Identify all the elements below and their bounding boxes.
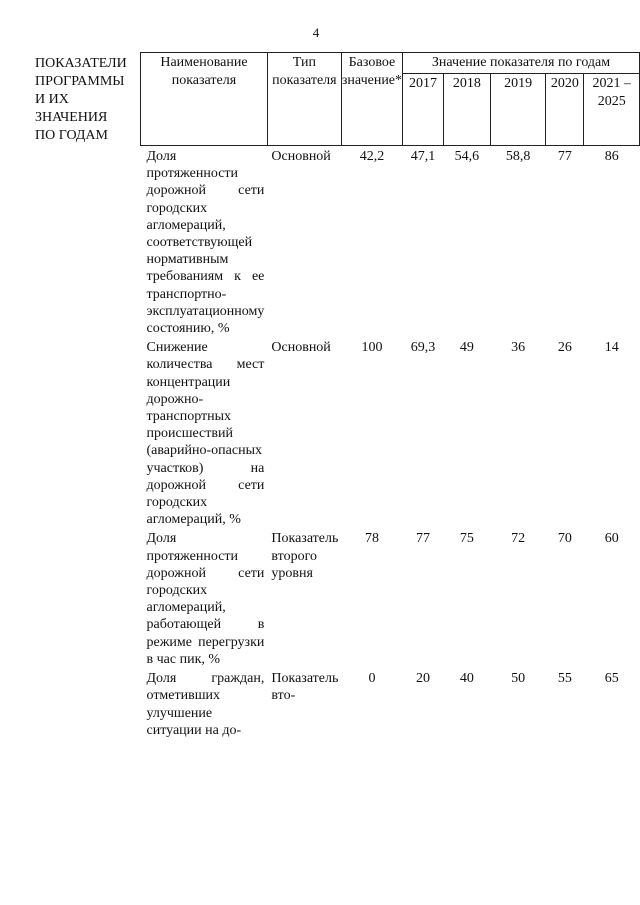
indicator-type: Основной: [271, 340, 331, 356]
header-year: 2020: [546, 74, 584, 146]
header-year: 2018: [444, 74, 491, 146]
year-value: 72: [511, 531, 526, 547]
year-value: 54,6: [454, 149, 480, 164]
year-value: 77: [416, 531, 430, 547]
year-value: 60: [604, 531, 619, 547]
table-row: [141, 337, 640, 528]
year-value: 49: [459, 340, 474, 356]
year-value: 47,1: [410, 149, 436, 164]
indicator-name: Доля граждан, отметивших улучшение ситуации на до-: [146, 671, 265, 738]
base-value: 100: [361, 340, 383, 356]
year-value: 70: [557, 531, 572, 547]
year-value: 36: [511, 340, 526, 356]
year-value: 14: [604, 340, 619, 356]
year-value: 20: [416, 671, 430, 687]
section-label-line: ПОКАЗАТЕЛИ: [35, 56, 127, 71]
indicator-type: Показатель вто-: [271, 671, 339, 704]
indicator-name: Снижение количества мест концентрации дорожно-транспортных происшествий (аварийно-опасных участков) на дорожной сети городских агломераций, %: [146, 340, 265, 528]
year-value: 50: [511, 671, 526, 687]
year-value: 75: [459, 531, 474, 547]
header-base-value: Базовое значение*: [341, 53, 402, 146]
year-value: 65: [604, 671, 619, 687]
section-label-line: ПО ГОДАМ: [35, 128, 108, 143]
header-year: 2019: [490, 74, 546, 146]
table-row: [141, 528, 640, 668]
year-value: 26: [557, 340, 572, 356]
year-value: 55: [557, 671, 572, 687]
section-label-line: ПРОГРАММЫ: [35, 74, 125, 89]
header-type: Тип показателя: [267, 53, 341, 146]
base-value: 78: [364, 531, 379, 547]
header-year: 2017: [403, 74, 444, 146]
indicators-table: [140, 52, 640, 739]
header-year: 2021 – 2025: [584, 74, 640, 146]
indicator-type: Основной: [271, 149, 331, 164]
year-value: 40: [459, 671, 474, 687]
year-value: 77: [557, 149, 572, 164]
year-value: 58,8: [505, 149, 531, 164]
table-row: [141, 146, 640, 338]
header-name: Наименование показателя: [141, 53, 268, 146]
section-label: [35, 55, 135, 145]
indicator-name: Доля протяженности дорожной сети городских агломераций, работающей в режиме перегрузки в час пик, %: [146, 531, 265, 667]
header-values-by-year: Значение показателя по годам: [403, 53, 640, 74]
page-number: 4: [312, 25, 320, 40]
base-value: 0: [368, 671, 376, 687]
year-value: 69,3: [410, 340, 436, 356]
section-label-line: ЗНАЧЕНИЯ: [35, 110, 108, 125]
indicator-name: Доля протяженности дорожной сети городских агломераций, соответствующей нормативным требованиям к ее транспортно-эксплуатационному состоянию, %: [146, 149, 265, 337]
year-value: 86: [604, 149, 619, 164]
indicator-type: Показатель второго уровня: [271, 531, 339, 581]
table-row: [141, 668, 640, 739]
base-value: 42,2: [359, 149, 385, 164]
section-label-line: И ИХ: [35, 92, 69, 107]
